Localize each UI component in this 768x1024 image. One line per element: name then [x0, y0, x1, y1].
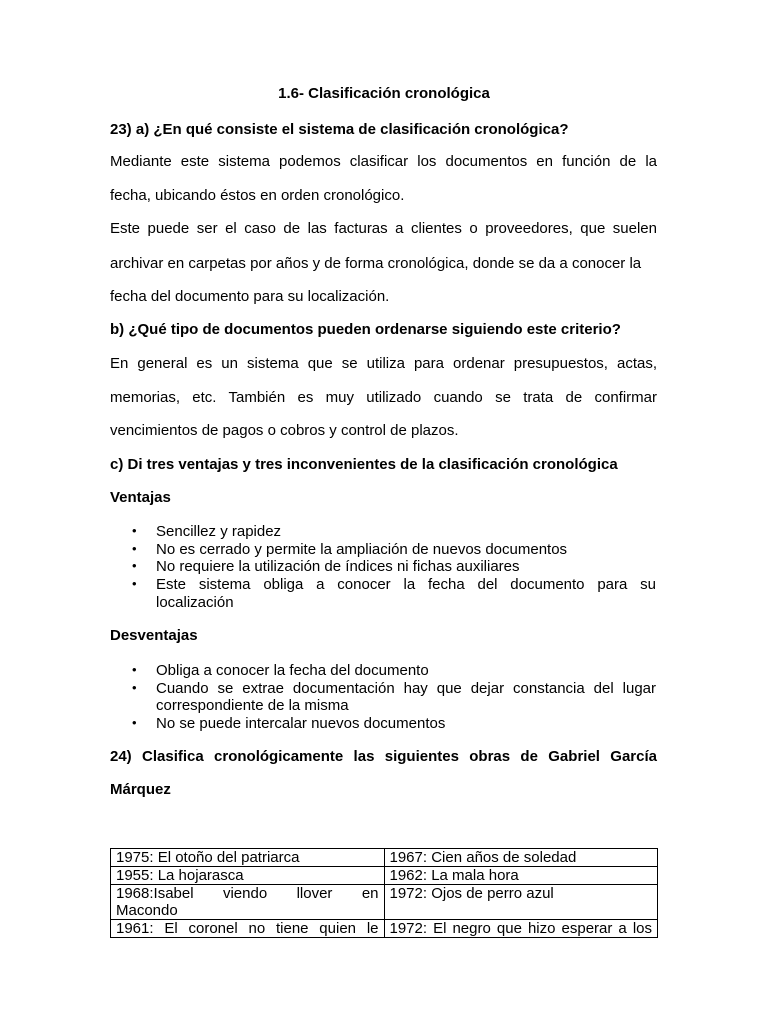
table-row — [111, 867, 658, 885]
list-item-text: Obliga a conocer la fecha del documento — [156, 662, 429, 679]
list-item-text: correspondiente de la misma — [156, 697, 349, 714]
bullet-icon: • — [132, 558, 137, 573]
list-item-text: No es cerrado y permite la ampliación de nuevos documentos — [156, 541, 568, 558]
bullet-icon: • — [132, 541, 137, 556]
list-item-text: localización — [156, 594, 234, 611]
question-24-heading: 24) Clasifica cronológicamente las siguientes obras de Gabriel García — [110, 748, 657, 765]
table-cell — [111, 920, 385, 938]
list-item-text: Cuando se extrae documentación hay que dejar constancia del lugar — [156, 680, 656, 697]
list-item-text: Sencillez y rapidez — [156, 523, 282, 540]
paragraph-line: vencimientos de pagos o cobros y control de plazos. — [110, 422, 459, 439]
works-table — [110, 848, 658, 938]
table-cell — [384, 920, 658, 938]
table-cell: 1967: Cien años de soledad — [384, 849, 658, 867]
list-item-text: No se puede intercalar nuevos documentos — [156, 715, 446, 732]
paragraph-line: memorias, etc. También es muy utilizado cuando se trata de confirmar — [110, 389, 657, 406]
table-row — [111, 885, 658, 920]
question-23-heading: 23) a) ¿En qué consiste el sistema de clasificación cronológica? — [110, 121, 569, 138]
table-cell-line: 1968:Isabel viendo llover en — [116, 885, 379, 902]
table-cell-line: 1972: Ojos de perro azul — [389, 885, 554, 902]
table-cell-line: 1972: El negro que hizo esperar a los — [389, 920, 652, 937]
paragraph-line: Mediante este sistema podemos clasificar los documentos en función de la — [110, 153, 657, 170]
question-c-heading: c) Di tres ventajas y tres inconvenientes de la clasificación cronológica — [110, 456, 618, 473]
paragraph-line: archivar en carpetas por años y de forma cronológica, donde se da a conocer la — [110, 255, 642, 272]
section-title: 1.6- Clasificación cronológica — [278, 85, 490, 102]
bullet-icon: • — [132, 715, 137, 730]
table-row — [111, 849, 658, 867]
paragraph-line: En general es un sistema que se utiliza para ordenar presupuestos, actas, — [110, 355, 657, 372]
list-item-text: Este sistema obliga a conocer la fecha del documento para su — [156, 576, 656, 593]
table-cell-line: 1961: El coronel no tiene quien le — [116, 920, 379, 937]
bullet-icon: • — [132, 680, 137, 695]
ventajas-label: Ventajas — [110, 489, 171, 506]
question-24-heading-cont: Márquez — [110, 781, 171, 798]
paragraph-line: Este puede ser el caso de las facturas a clientes o proveedores, que suelen — [110, 220, 657, 237]
table-cell: 1975: El otoño del patriarca — [111, 849, 385, 867]
table-cell: 1955: La hojarasca — [111, 867, 385, 885]
list-item-text: No requiere la utilización de índices ni fichas auxiliares — [156, 558, 520, 575]
bullet-icon: • — [132, 523, 137, 538]
table-cell: 1962: La mala hora — [384, 867, 658, 885]
table-row — [111, 920, 658, 938]
table-cell — [111, 885, 385, 920]
paragraph-line: fecha del documento para su localización. — [110, 288, 390, 305]
desventajas-label: Desventajas — [110, 627, 198, 644]
paragraph-line: fecha, ubicando éstos en orden cronológico. — [110, 187, 405, 204]
table-cell-line: Macondo — [116, 902, 178, 919]
question-b-heading: b) ¿Qué tipo de documentos pueden ordenarse siguiendo este criterio? — [110, 321, 621, 338]
table-cell — [384, 885, 658, 920]
bullet-icon: • — [132, 576, 137, 591]
bullet-icon: • — [132, 662, 137, 677]
